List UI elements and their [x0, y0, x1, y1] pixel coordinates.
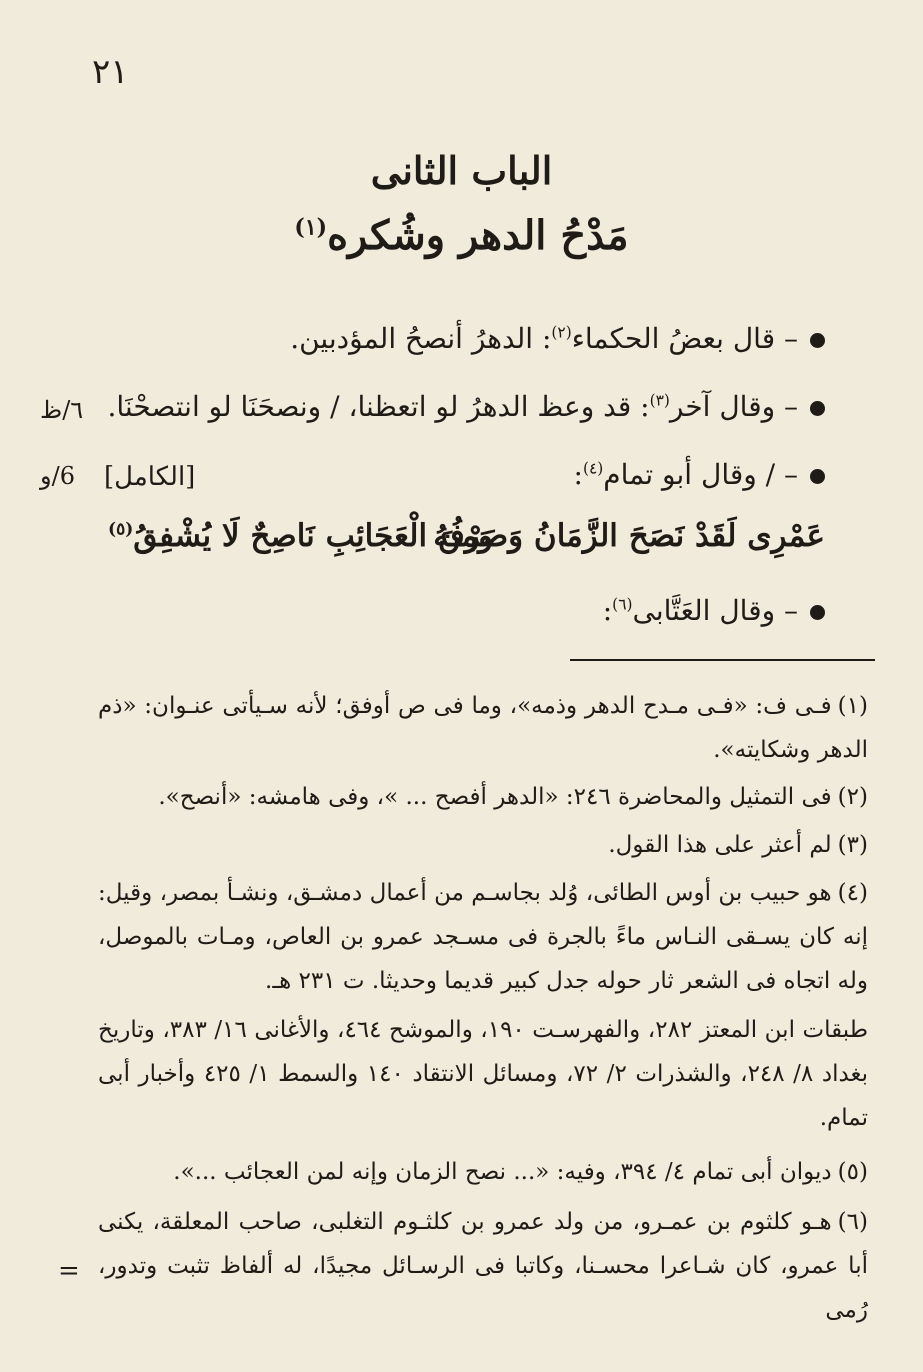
- footnote-number: (٢): [837, 784, 868, 810]
- verse-first-hemistich: عَمْرِى لَقَدْ نَصَحَ الزَّمَانُ وَصَرْفُهُ: [433, 518, 825, 554]
- entry-text: : قد وعظ الدهرُ لو اتعظنا، / ونصحَنَا لو انتصحْنَا.: [107, 390, 650, 423]
- footnote-text: هـو كلثوم بن عمـرو، من ولد عمرو بن كلثـوم التغلبى، صاحب المعلقة، يكنى أبا عمرو، كان شـاعرا محسـنا، وكاتبا فى الرسـائل مجيدًا، له ألفاظ تثبت وتدور، رُمى: [98, 1209, 868, 1323]
- continuation-mark: =: [58, 1256, 80, 1286]
- saying-entry: [107, 390, 825, 423]
- entry-intro: – وقال آخر: [669, 390, 798, 423]
- entry-text: :: [573, 458, 583, 491]
- bullet-icon: [810, 401, 825, 416]
- entry-intro: – / وقال أبو تمام: [603, 458, 798, 491]
- footnote: [98, 1200, 868, 1332]
- footnote-text: لم أعثر على هذا القول.: [608, 832, 832, 858]
- footnote-number: (٦): [837, 1209, 868, 1235]
- saying-entry: [350, 458, 825, 491]
- footnote: [98, 684, 868, 772]
- entry-text: : الدهرُ أنصحُ المؤدبين.: [290, 322, 552, 355]
- entry-intro: – قال بعضُ الحكماء: [571, 322, 798, 355]
- footnote-text: فى التمثيل والمحاضرة ٢٤٦: «الدهر أفصح ... »، وفى هامشه: «أنصح».: [158, 784, 832, 810]
- page-number: ٢١: [92, 52, 129, 92]
- footnote-separator: [570, 659, 875, 661]
- footnote-number: (٣): [837, 832, 868, 858]
- bullet-icon: [810, 469, 825, 484]
- bullet-icon: [810, 605, 825, 620]
- footnote-text: فـى ف: «فـى مـدح الدهر وذمه»، وما فى ص أوفق؛ لأنه سـيأتى عنـوان: «ذم الدهر وشكايته».: [98, 693, 868, 763]
- entry-text: :: [602, 594, 613, 627]
- footnote-ref: (٤): [582, 459, 604, 478]
- footnote-text: طبقات ابن المعتز ٢٨٢، والفهرسـت ١٩٠، والموشح ٤٦٤، والأغانى ١٦/ ٣٨٣، وتاريخ بغداد ٨/ ٢٤٨، والشذرات ٢/ ٧٢، ومسائل الانتقاد ١٤٠ والسمط ١/ ٤٢٥ وأخبار أبى تمام.: [98, 1017, 869, 1131]
- footnote-ref: (١): [294, 214, 328, 241]
- verse-second-hemistich: [108, 518, 493, 554]
- footnote-number: (٥): [837, 1159, 868, 1185]
- footnote-text: ديوان أبى تمام ٤/ ٣٩٤، وفيه: «... نصح الزمان وإنه لمن العجائب ...».: [173, 1159, 832, 1185]
- footnote: [98, 871, 868, 1003]
- entry-intro: – وقال العَتَّابى: [632, 594, 798, 627]
- manuscript-folio-note: ٦/ظ: [40, 396, 84, 424]
- saying-entry: [250, 594, 825, 627]
- bullet-icon: [810, 333, 825, 348]
- footnote-number: (١): [837, 693, 868, 719]
- footnote-ref: (٢): [551, 323, 572, 342]
- poetic-meter-label: [الكامل]: [104, 462, 196, 492]
- footnote: [98, 823, 868, 867]
- saying-entry: [250, 322, 825, 355]
- footnote-ref: (٥): [108, 519, 134, 540]
- footnote: [98, 1150, 868, 1194]
- footnote-ref: (٦): [612, 595, 633, 614]
- footnote: [98, 775, 868, 819]
- chapter-title: الباب الثانى: [370, 148, 553, 193]
- footnote-ref: (٣): [649, 391, 670, 410]
- footnote-text: هو حبيب بن أوس الطائى، وُلد بجاسـم من أعمال دمشـق، ونشـأ بمصر، وقيل: إنه كان يسـقى النـاس ماءً بالجرة فى مسـجد عمرو بن العاص، ومـات بالموصل، وله اتجاه فى الشعر ثار حوله جدل كبير قديما وحديثا. ت ٢٣١ هـ.: [98, 880, 868, 994]
- section-subtitle: [0, 212, 923, 259]
- manuscript-folio-note: 6/و: [40, 462, 75, 490]
- hemistich-text: وَمِنَ الْعَجَائِبِ نَاصِحٌ لَا يُشْفِقُ: [133, 518, 494, 554]
- footnote-number: (٤): [837, 880, 868, 906]
- subtitle-text: مَدْحُ الدهر وشُكره: [327, 212, 629, 259]
- footnote-references: [98, 1008, 868, 1140]
